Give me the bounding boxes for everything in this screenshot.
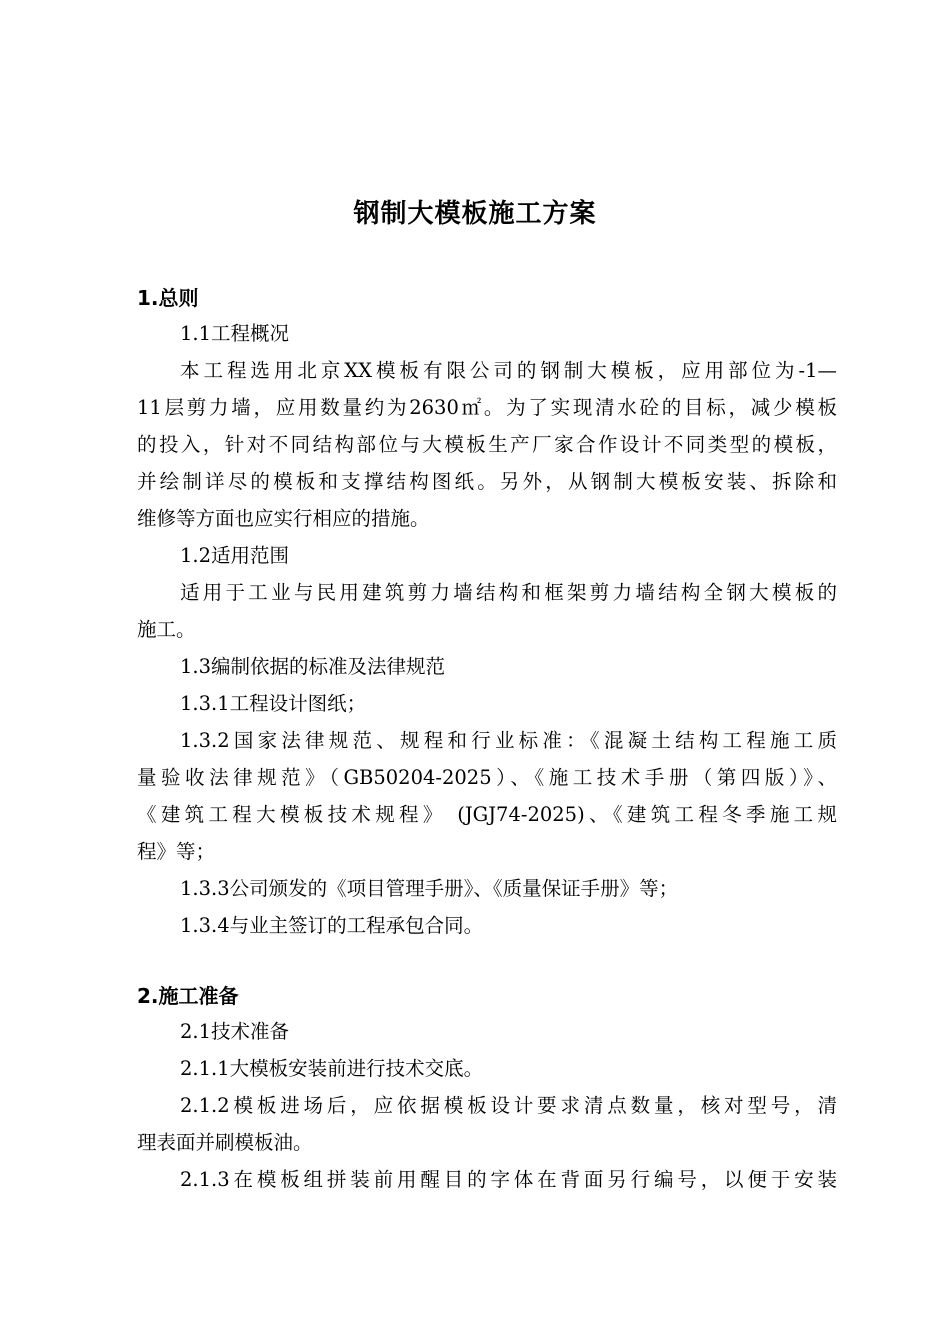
section-heading-preparation: 2.施工准备 [137, 984, 239, 1008]
list-item: 1.3.4与业主签订的工程承包合同。 [180, 914, 484, 937]
paragraph-line: 的投入，针对不同结构部位与大模板生产厂家合作设计不同类型的模板， [137, 433, 837, 456]
paragraph-line: 11层剪力墙，应用数量约为2630㎡。为了实现清水砼的目标，减少模板 [137, 396, 837, 419]
paragraph-line: 程》等； [137, 840, 216, 863]
paragraph-line: 量验收法律规范》（GB50204-2025）、《施工技术手册（第四版）》、 [137, 766, 837, 789]
paragraph-line: 施工。 [137, 618, 196, 641]
list-item: 1.3.3公司颁发的《项目管理手册》、《质量保证手册》等； [180, 877, 679, 900]
paragraph-line: 适用于工业与民用建筑剪力墙结构和框架剪力墙结构全钢大模板的 [180, 581, 837, 604]
list-item: 2.1.1大模板安装前进行技术交底。 [180, 1057, 484, 1080]
subsection-heading: 1.1工程概况 [180, 322, 290, 345]
list-item: 1.3.2国家法律规范、规程和行业标准：《混凝土结构工程施工质 [180, 729, 837, 752]
paragraph-line: 本工程选用北京XX模板有限公司的钢制大模板，应用部位为-1— [180, 359, 837, 382]
document-title: 钢制大模板施工方案 [353, 199, 597, 229]
section-heading-general: 1.总则 [137, 286, 199, 310]
list-item: 1.3.1工程设计图纸； [180, 692, 367, 715]
subsection-heading: 1.2适用范围 [180, 544, 290, 567]
paragraph-line: 《建筑工程大模板技术规程》 (JGJ74-2025)、《建筑工程冬季施工规 [137, 803, 837, 826]
paragraph-line: 并绘制详尽的模板和支撑结构图纸。另外，从钢制大模板安装、拆除和 [137, 470, 837, 493]
list-item: 2.1.3在模板组拼装前用醒目的字体在背面另行编号，以便于安装 [180, 1168, 837, 1191]
paragraph-line: 理表面并刷模板油。 [137, 1131, 313, 1154]
subsection-heading: 2.1技术准备 [180, 1020, 290, 1043]
paragraph-line: 维修等方面也应实行相应的措施。 [137, 507, 430, 530]
subsection-heading: 1.3编制依据的标准及法律规范 [180, 655, 446, 678]
list-item: 2.1.2模板进场后，应依据模板设计要求清点数量，核对型号，清 [180, 1094, 837, 1117]
